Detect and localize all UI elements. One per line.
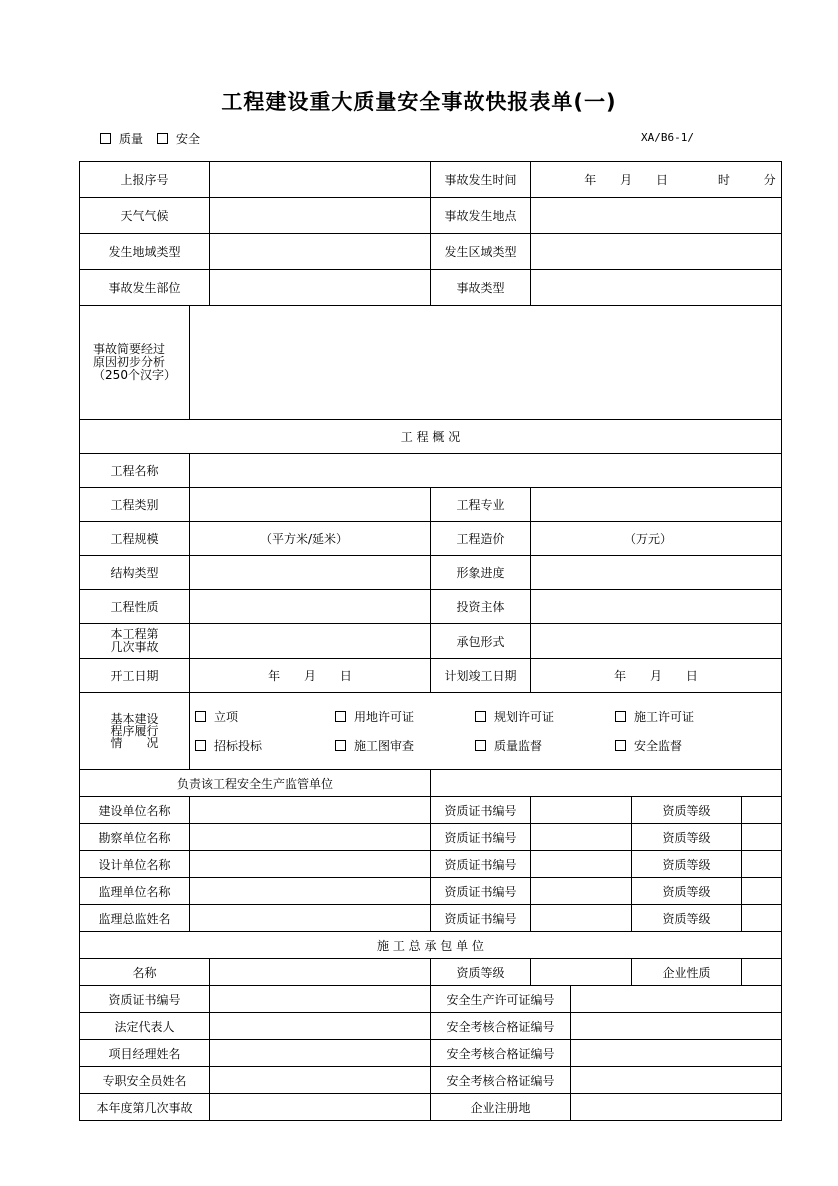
procedure-label-3: 情 况 bbox=[110, 735, 159, 750]
supervision-title-blank bbox=[431, 770, 782, 797]
area-type-label: 发生区域类型 bbox=[431, 234, 531, 270]
procedure-item-quality-supervision[interactable]: 质量监督 bbox=[475, 737, 615, 754]
exam-cert-label: 安全考核合格证编号 bbox=[431, 1013, 571, 1040]
checkbox-safety-supervision[interactable] bbox=[615, 740, 626, 751]
grade-label: 资质等级 bbox=[632, 824, 742, 851]
contractor-name-label: 名称 bbox=[80, 959, 210, 986]
cost-label: 工程造价 bbox=[431, 522, 531, 556]
legal-rep-input[interactable] bbox=[210, 1013, 431, 1040]
time-year: 年 bbox=[584, 173, 597, 187]
grade-input[interactable] bbox=[742, 878, 782, 905]
contractor-grade-input[interactable] bbox=[531, 959, 632, 986]
cert-input[interactable] bbox=[531, 797, 632, 824]
project-name-input[interactable] bbox=[190, 454, 782, 488]
nature-input[interactable] bbox=[190, 590, 431, 624]
quality-checkbox[interactable] bbox=[100, 133, 111, 144]
finish-year: 年 bbox=[614, 669, 627, 683]
checkbox-drawing-review[interactable] bbox=[335, 740, 346, 751]
procedure-item-planning-permit[interactable]: 规划许可证 bbox=[475, 708, 615, 725]
pm-exam-cert-label: 安全考核合格证编号 bbox=[431, 1040, 571, 1067]
nth-accident-label bbox=[80, 624, 190, 659]
scale-input[interactable] bbox=[190, 522, 431, 556]
supervision-unit-input[interactable] bbox=[190, 878, 431, 905]
row-contractor-title bbox=[80, 932, 782, 959]
summary-input[interactable] bbox=[190, 306, 782, 420]
cert-label: 资质证书编号 bbox=[431, 797, 531, 824]
grade-label: 资质等级 bbox=[632, 797, 742, 824]
project-section-title: 工 程 概 况 bbox=[80, 420, 782, 454]
row-contractor-name bbox=[80, 959, 782, 986]
nth-accident-label-2: 几次事故 bbox=[110, 640, 159, 654]
pm-label: 项目经理姓名 bbox=[80, 1040, 210, 1067]
grade-label: 资质等级 bbox=[632, 851, 742, 878]
nth-accident-input[interactable] bbox=[190, 624, 431, 659]
start-input[interactable] bbox=[190, 659, 431, 693]
start-year: 年 bbox=[268, 669, 281, 683]
cost-input[interactable] bbox=[531, 522, 782, 556]
grade-label: 资质等级 bbox=[632, 878, 742, 905]
row-procedures bbox=[80, 693, 782, 770]
investor-label: 投资主体 bbox=[431, 590, 531, 624]
weather-label: 天气气候 bbox=[80, 198, 210, 234]
cert-label: 资质证书编号 bbox=[431, 878, 531, 905]
accident-type-label: 事故类型 bbox=[431, 270, 531, 306]
row-structure-progress bbox=[80, 556, 782, 590]
summary-label bbox=[80, 306, 190, 420]
exam-cert-input[interactable] bbox=[571, 1013, 782, 1040]
cert-input[interactable] bbox=[531, 878, 632, 905]
contractor-nature-input[interactable] bbox=[742, 959, 782, 986]
supervision-unit-label: 设计单位名称 bbox=[80, 851, 190, 878]
category-input[interactable] bbox=[190, 488, 431, 522]
grade-input[interactable] bbox=[742, 851, 782, 878]
table-row bbox=[80, 851, 782, 878]
procedure-item-bidding[interactable]: 招标投标 bbox=[195, 737, 335, 754]
row-region-area bbox=[80, 234, 782, 270]
contractor-cert-label: 资质证书编号 bbox=[80, 986, 210, 1013]
grade-input[interactable] bbox=[742, 824, 782, 851]
row-nature-investor bbox=[80, 590, 782, 624]
place-label: 事故发生地点 bbox=[431, 198, 531, 234]
summary-label-2: 原因初步分析 bbox=[93, 355, 166, 369]
safety-option[interactable] bbox=[157, 130, 200, 147]
contractor-name-input[interactable] bbox=[210, 959, 431, 986]
grade-input[interactable] bbox=[742, 905, 782, 932]
nth-year-input[interactable] bbox=[210, 1094, 431, 1121]
reg-place-input[interactable] bbox=[571, 1094, 782, 1121]
row-supervision-title bbox=[80, 770, 782, 797]
supervision-unit-label: 监理单位名称 bbox=[80, 878, 190, 905]
accident-type-input[interactable] bbox=[531, 270, 782, 306]
row-contractor-cert bbox=[80, 986, 782, 1013]
row-legal-rep bbox=[80, 1013, 782, 1040]
pm-input[interactable] bbox=[210, 1040, 431, 1067]
supervision-unit-input[interactable] bbox=[190, 824, 431, 851]
cost-unit: （万元） bbox=[623, 532, 672, 546]
structure-input[interactable] bbox=[190, 556, 431, 590]
cert-label: 资质证书编号 bbox=[431, 905, 531, 932]
summary-label-3: （250个汉字） bbox=[93, 368, 176, 382]
row-weather-place bbox=[80, 198, 782, 234]
table-row bbox=[80, 824, 782, 851]
accident-category-options bbox=[100, 130, 214, 147]
specialty-label: 工程专业 bbox=[431, 488, 531, 522]
time-label: 事故发生时间 bbox=[431, 162, 531, 198]
region-type-input[interactable] bbox=[210, 234, 431, 270]
area-type-input[interactable] bbox=[531, 234, 782, 270]
procedure-item-approval[interactable]: 立项 bbox=[195, 708, 335, 725]
contractor-cert-input[interactable] bbox=[210, 986, 431, 1013]
checkbox-land-permit[interactable] bbox=[335, 711, 346, 722]
specialty-input[interactable] bbox=[531, 488, 782, 522]
supervision-unit-label: 勘察单位名称 bbox=[80, 824, 190, 851]
supervision-unit-input[interactable] bbox=[190, 851, 431, 878]
accident-report-form bbox=[79, 161, 782, 1121]
scale-label: 工程规模 bbox=[80, 522, 190, 556]
checkbox-approval[interactable] bbox=[195, 711, 206, 722]
supervision-unit-label: 建设单位名称 bbox=[80, 797, 190, 824]
nth-accident-label-1: 本工程第 bbox=[110, 627, 159, 641]
progress-label: 形象进度 bbox=[431, 556, 531, 590]
row-serial-time bbox=[80, 162, 782, 198]
procedure-label-2: 程序履行 bbox=[110, 723, 159, 738]
quality-label: 质量 bbox=[119, 132, 144, 146]
checkbox-planning-permit[interactable] bbox=[475, 711, 486, 722]
summary-label-1: 事故简要经过 bbox=[93, 342, 166, 356]
region-type-label: 发生地域类型 bbox=[80, 234, 210, 270]
finish-month: 月 bbox=[649, 669, 662, 683]
supervision-unit-input[interactable] bbox=[190, 797, 431, 824]
time-minute: 分 bbox=[763, 173, 776, 187]
row-project-name bbox=[80, 454, 782, 488]
row-nth-year bbox=[80, 1094, 782, 1121]
legal-rep-label: 法定代表人 bbox=[80, 1013, 210, 1040]
procedure-label bbox=[80, 693, 190, 770]
finish-input[interactable] bbox=[531, 659, 782, 693]
cert-input[interactable] bbox=[531, 824, 632, 851]
row-nth-contract bbox=[80, 624, 782, 659]
safety-label: 安全 bbox=[176, 132, 201, 146]
cert-input[interactable] bbox=[531, 905, 632, 932]
cert-label: 资质证书编号 bbox=[431, 824, 531, 851]
scale-unit: （平方米/延米） bbox=[259, 532, 349, 546]
part-label: 事故发生部位 bbox=[80, 270, 210, 306]
category-label: 工程类别 bbox=[80, 488, 190, 522]
investor-input[interactable] bbox=[531, 590, 782, 624]
supervision-unit-input[interactable] bbox=[190, 905, 431, 932]
safety-officer-input[interactable] bbox=[210, 1067, 431, 1094]
officer-exam-cert-input[interactable] bbox=[571, 1067, 782, 1094]
contractor-grade-label: 资质等级 bbox=[431, 959, 531, 986]
contract-label: 承包形式 bbox=[431, 624, 531, 659]
form-code: XA/B6-1/ bbox=[641, 131, 694, 144]
time-month: 月 bbox=[620, 173, 633, 187]
contractor-nature-label: 企业性质 bbox=[632, 959, 742, 986]
contractor-section-title: 施 工 总 承 包 单 位 bbox=[80, 932, 782, 959]
supervision-section-title: 负责该工程安全生产监管单位 bbox=[80, 770, 431, 797]
time-hour: 时 bbox=[717, 173, 730, 187]
quality-option[interactable] bbox=[100, 130, 143, 147]
checkbox-bidding[interactable] bbox=[195, 740, 206, 751]
time-input[interactable] bbox=[531, 162, 782, 198]
project-name-label: 工程名称 bbox=[80, 454, 190, 488]
grade-label: 资质等级 bbox=[632, 905, 742, 932]
procedures-checklist bbox=[190, 693, 782, 770]
start-day: 日 bbox=[339, 669, 352, 683]
row-project-manager bbox=[80, 1040, 782, 1067]
checkbox-construction-permit[interactable] bbox=[615, 711, 626, 722]
start-label: 开工日期 bbox=[80, 659, 190, 693]
safety-permit-label: 安全生产许可证编号 bbox=[431, 986, 571, 1013]
supervision-unit-label: 监理总监姓名 bbox=[80, 905, 190, 932]
table-row bbox=[80, 878, 782, 905]
place-input[interactable] bbox=[531, 198, 782, 234]
start-month: 月 bbox=[303, 669, 316, 683]
nth-year-label: 本年度第几次事故 bbox=[80, 1094, 210, 1121]
officer-exam-cert-label: 安全考核合格证编号 bbox=[431, 1067, 571, 1094]
table-row bbox=[80, 905, 782, 932]
row-safety-officer bbox=[80, 1067, 782, 1094]
row-project-title bbox=[80, 420, 782, 454]
safety-permit-input[interactable] bbox=[571, 986, 782, 1013]
progress-input[interactable] bbox=[531, 556, 782, 590]
checkbox-quality-supervision[interactable] bbox=[475, 740, 486, 751]
row-category-specialty bbox=[80, 488, 782, 522]
time-day: 日 bbox=[655, 173, 668, 187]
serial-label: 上报序号 bbox=[80, 162, 210, 198]
structure-label: 结构类型 bbox=[80, 556, 190, 590]
form-title: 工程建设重大质量安全事故快报表单(一) bbox=[221, 90, 617, 114]
procedure-item-drawing-review[interactable]: 施工图审查 bbox=[335, 737, 475, 754]
contract-input[interactable] bbox=[531, 624, 782, 659]
grade-input[interactable] bbox=[742, 797, 782, 824]
nature-label: 工程性质 bbox=[80, 590, 190, 624]
row-scale-cost bbox=[80, 522, 782, 556]
procedure-item-construction-permit[interactable]: 施工许可证 bbox=[615, 708, 755, 725]
safety-officer-label: 专职安全员姓名 bbox=[80, 1067, 210, 1094]
pm-exam-cert-input[interactable] bbox=[571, 1040, 782, 1067]
reg-place-label: 企业注册地 bbox=[431, 1094, 571, 1121]
table-row bbox=[80, 797, 782, 824]
row-part-type bbox=[80, 270, 782, 306]
row-summary bbox=[80, 306, 782, 420]
cert-label: 资质证书编号 bbox=[431, 851, 531, 878]
row-dates bbox=[80, 659, 782, 693]
weather-input[interactable] bbox=[210, 198, 431, 234]
cert-input[interactable] bbox=[531, 851, 632, 878]
procedure-item-safety-supervision[interactable]: 安全监督 bbox=[615, 737, 755, 754]
safety-checkbox[interactable] bbox=[157, 133, 168, 144]
part-input[interactable] bbox=[210, 270, 431, 306]
procedure-label-1: 基本建设 bbox=[110, 711, 159, 726]
finish-day: 日 bbox=[685, 669, 698, 683]
finish-label: 计划竣工日期 bbox=[431, 659, 531, 693]
procedure-item-land-permit[interactable]: 用地许可证 bbox=[335, 708, 475, 725]
serial-input[interactable] bbox=[210, 162, 431, 198]
